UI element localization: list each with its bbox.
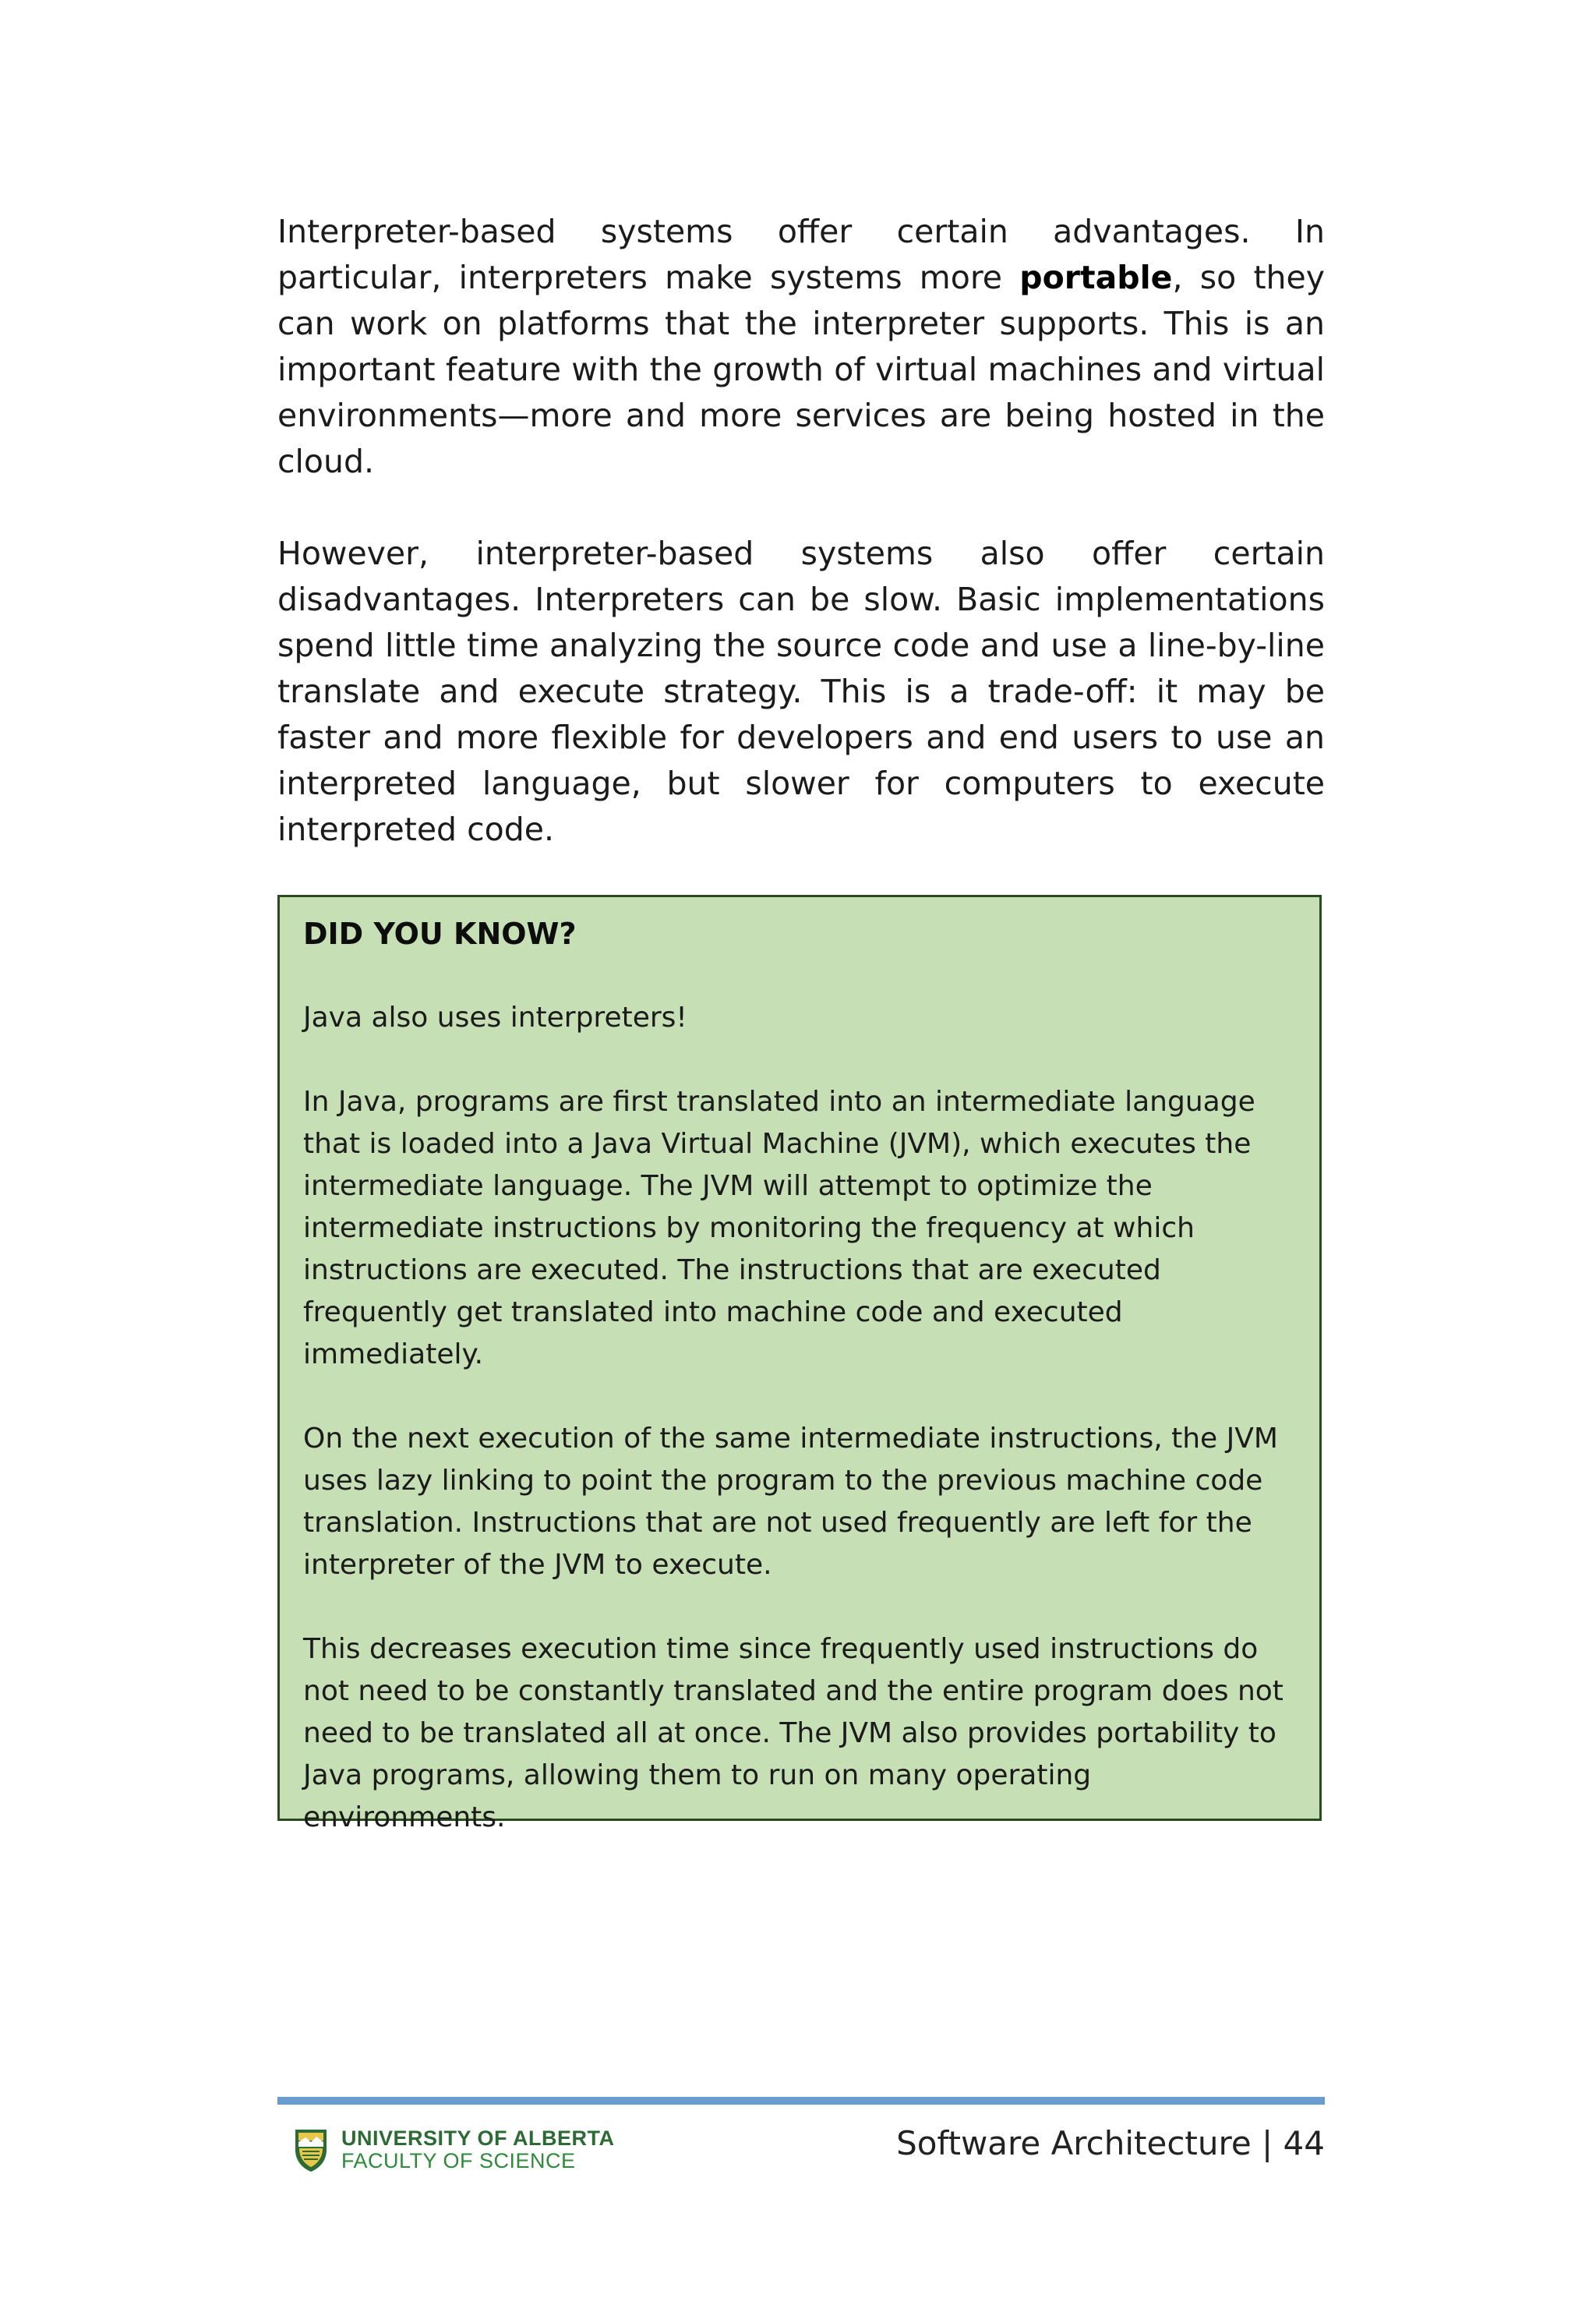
callout-paragraph: Java also uses interpreters! [303,1002,687,1034]
footer-divider [277,2097,1325,2105]
did-you-know-box [277,895,1322,1833]
callout-paragraph: On the next execution of the same intermediate instructions, the JVM uses lazy linking to point the program to the previous machine code translation. Instructions that are not used frequently are left for the interpreter of the JVM to execute. [303,1423,1278,1581]
logo-faculty-name: FACULTY OF SCIENCE [341,2149,576,2172]
callout-heading: DID YOU KNOW? [303,917,577,951]
university-logo [293,2126,615,2173]
paragraph-disadvantages: However, interpreter-based systems also offer certain disadvantages. Interpreters can be slow. Basic implementations spend little time analyzing the source code and use a line-by-line translate and execute strategy. This is a trade-off: it may be faster and more flexible for developers and end users to use an interpreted language, but slower for computers to execute interpreted code. [277,535,1325,848]
callout-paragraph: This decreases execution time since frequently used instructions do not need to be constantly translated and the entire program does not need to be translated all at once. The JVM also provides portability to Java programs, allowing them to run on many operating environments. [303,1633,1284,1833]
running-footer-page-number: Software Architecture | 44 [896,2124,1325,2162]
body-text [277,209,1325,853]
callout-paragraph: In Java, programs are first translated into an intermediate language that is loaded into a Java Virtual Machine (JVM), which executes the intermediate language. The JVM will attempt to optimize the intermediate instructions by monitoring the frequency at which instructions are executed. The instructions that are executed frequently get translated into machine code and executed immediately. [303,1086,1255,1370]
paragraph-advantages: Interpreter-based systems offer certain advantages. In particular, interpreters make systems more portable, so they can work on platforms that the interpreter supports. This is an important feature with the growth of virtual machines and virtual environments—more and more services are being hosted in the cloud. [277,213,1326,480]
logo-text [341,2127,615,2172]
university-crest-icon [293,2126,329,2173]
logo-university-name: UNIVERSITY OF ALBERTA [341,2126,615,2150]
bold-term: portable [1019,259,1173,296]
